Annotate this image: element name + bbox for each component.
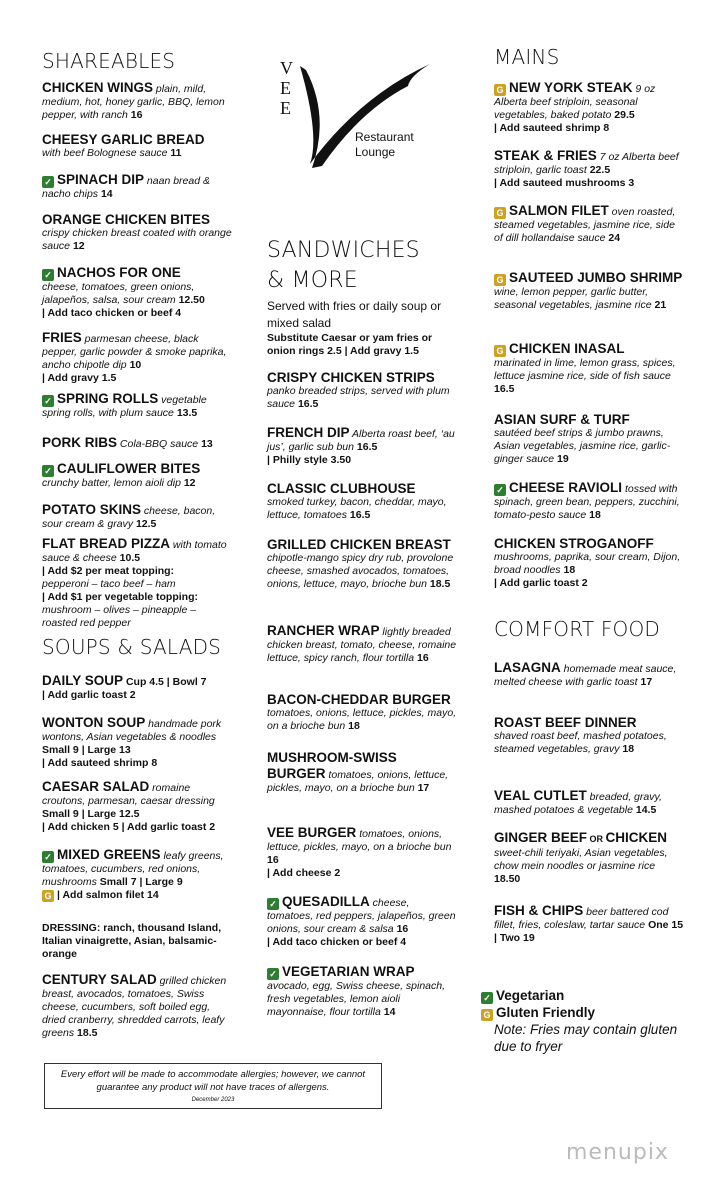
menu-item-spinach-dip: ✓ SPINACH DIP naan bread & nacho chips 14 <box>42 172 210 200</box>
menu-item-nachos: ✓ NACHOS FOR ONE cheese, tomatoes, green onions, jalapeños, salsa, sour cream 12.50 | Add taco chicken or beef 4 <box>42 265 205 319</box>
menu-item-chicken-strips: CRISPY CHICKEN STRIPS panko breaded strips, served with plum sauce 16.5 <box>267 370 450 410</box>
leaf-icon: ✓ <box>42 465 54 477</box>
menu-item-century-salad: CENTURY SALAD grilled chicken breast, avocados, tomatoes, Swiss cheese, cucumbers, soft boiled egg, dried cranberry, shredded carrots, leafy greens 18.5 <box>42 972 227 1039</box>
menu-item-orange-chicken: ORANGE CHICKEN BITES crispy chicken breast coated with orange sauce 12 <box>42 212 232 252</box>
menu-item-veal-cutlet: VEAL CUTLET breaded, gravy, mashed potatoes & vegetable 14.5 <box>494 788 662 816</box>
soups-heading: SOUPS & SALADS <box>42 635 222 659</box>
menu-item-surf-turf: ASIAN SURF & TURF sautéed beef strips & jumbo prawns, Asian vegetables, jasmine rice, garlic-ginger sauce 19 <box>494 412 671 465</box>
menu-item-jumbo-shrimp: G SAUTEED JUMBO SHRIMP wine, lemon pepper, garlic butter, seasonal vegetables, jasmine rice 21 <box>494 270 683 311</box>
legend: ✓ Vegetarian G Gluten Friendly Note: Fries may contain gluten due to fryer <box>481 987 681 1055</box>
menupix-watermark: menupix <box>566 1140 669 1165</box>
dressing-note: DRESSING: ranch, thousand Island, Italian vinaigrette, Asian, balsamic-orange <box>42 922 222 960</box>
menu-item-fries: FRIES parmesan cheese, black pepper, garlic powder & smoke paprika, ancho chipotle dip 10 | Add gravy 1.5 <box>42 330 227 384</box>
logo-subtitle: Restaurant Lounge <box>355 130 414 159</box>
menu-item-rancher-wrap: RANCHER WRAP lightly breaded chicken breast, tomato, cheese, romaine lettuce, spicy ranch, flour tortilla 16 <box>267 623 457 664</box>
shareables-heading: SHAREABLES <box>42 49 176 73</box>
menu-item-fish-chips: FISH & CHIPS beer battered cod fillet, fries, coleslaw, tartar sauce One 15 | Two 19 <box>494 903 684 944</box>
leaf-icon: ✓ <box>481 992 493 1004</box>
menu-item-salmon-filet: G SALMON FILET oven roasted, steamed vegetables, jasmine rice, side of dill hollandaise sauce 24 <box>494 203 676 244</box>
g-icon: G <box>494 84 506 96</box>
menu-item-vegetarian-wrap: ✓ VEGETARIAN WRAP avocado, egg, Swiss cheese, spinach, fresh vegetables, lemon aioli mayonnaise, flour tortilla 14 <box>267 964 446 1018</box>
g-icon: G <box>494 207 506 219</box>
menu-item-grilled-chicken: GRILLED CHICKEN BREAST chipotle-mango spicy dry rub, provolone cheese, smashed avocados, tomatoes, onions, lettuce, mayo, brioche bun 18.5 <box>267 537 454 590</box>
logo-letters: V E E <box>280 58 293 118</box>
leaf-icon: ✓ <box>42 851 54 863</box>
menu-item-ginger-beef: GINGER BEEF OR CHICKEN sweet-chili teriyaki, Asian vegetables, chow mein noodles or jasmine rice 18.50 <box>494 830 668 885</box>
g-icon: G <box>481 1009 493 1021</box>
menu-item-bacon-burger: BACON-CHEDDAR BURGER tomatoes, onions, lettuce, pickles, mayo, on a brioche bun 18 <box>267 692 457 732</box>
mains-heading: MAINS <box>494 45 560 69</box>
sandwiches-intro: Served with fries or daily soup or mixed salad <box>267 299 442 330</box>
menu-item-quesadilla: ✓ QUESADILLA cheese, tomatoes, red peppers, jalapeños, green onions, sour cream & salsa 16 | Add taco chicken or beef 4 <box>267 894 456 948</box>
menu-item-lasagna: LASAGNA homemade meat sauce, melted cheese with garlic toast 17 <box>494 660 677 688</box>
menu-item-garlic-bread: CHEESY GARLIC BREAD with beef Bolognese sauce 11 <box>42 132 205 159</box>
menu-item-wonton-soup: WONTON SOUP handmade pork wontons, Asian vegetables & noodles Small 9 | Large 13 | Add sauteed shrimp 8 <box>42 715 222 769</box>
menu-item-spring-rolls: ✓ SPRING ROLLS vegetable spring rolls, with plum sauce 13.5 <box>42 391 207 419</box>
menu-item-vee-burger: VEE BURGER tomatoes, onions, lettuce, pickles, mayo, on a brioche bun 16 | Add cheese 2 <box>267 825 452 879</box>
leaf-icon: ✓ <box>42 176 54 188</box>
menu-item-steak-fries: STEAK & FRIES 7 oz Alberta beef striploin, garlic toast 22.5 | Add sauteed mushrooms 3 <box>494 148 679 189</box>
allergy-notice: Every effort will be made to accommodate allergies; however, we cannot guarantee any product will not have traces of allergens. December 2023 <box>44 1063 382 1109</box>
menu-item-pork-ribs: PORK RIBS Cola-BBQ sauce 13 <box>42 435 213 450</box>
menu-item-chicken-inasal: G CHICKEN INASAL marinated in lime, lemon grass, spices, lettuce jasmine rice, side of fish sauce 16.5 <box>494 341 676 395</box>
menu-item-roast-beef: ROAST BEEF DINNER shaved roast beef, mashed potatoes, steamed vegetables, gravy 18 <box>494 715 667 755</box>
leaf-icon: ✓ <box>267 968 279 980</box>
menu-item-french-dip: FRENCH DIP Alberta roast beef, ‘au jus’, garlic sub bun 16.5 | Philly style 3.50 <box>267 425 455 466</box>
menu-item-mushroom-burger: MUSHROOM-SWISS BURGER tomatoes, onions, lettuce, pickles, mayo, on a brioche bun 17 <box>267 750 449 794</box>
sandwiches-heading: SANDWICHES & MORE <box>267 238 420 293</box>
g-icon: G <box>42 890 54 902</box>
menu-item-mixed-greens: ✓ MIXED GREENS leafy greens, tomatoes, cucumbers, red onions, mushrooms Small 7 | Large 9 G | Add salmon filet 14 <box>42 847 224 901</box>
menu-item-chicken-stroganoff: CHICKEN STROGANOFF mushrooms, paprika, sour cream, Dijon, broad noodles 18 | Add garlic toast 2 <box>494 536 681 589</box>
sandwiches-substitute: Substitute Caesar or yam fries or onion rings 2.5 | Add gravy 1.5 <box>267 332 433 357</box>
leaf-icon: ✓ <box>494 484 506 496</box>
menu-item-chicken-wings: CHICKEN WINGS plain, mild, medium, hot, honey garlic, BBQ, lemon pepper, with ranch 16 <box>42 80 225 121</box>
comfort-heading: COMFORT FOOD <box>494 617 661 641</box>
menu-item-clubhouse: CLASSIC CLUBHOUSE smoked turkey, bacon, cheddar, mayo, lettuce, tomatoes 16.5 <box>267 481 447 521</box>
g-icon: G <box>494 345 506 357</box>
menu-item-flat-bread-pizza: FLAT BREAD PIZZA with tomato sauce & cheese 10.5 | Add $2 per meat topping: pepperoni – taco beef – ham | Add $1 per vegetable topping: mushroom – olives – pineapple – roasted red pepper <box>42 536 227 629</box>
menu-item-cauliflower-bites: ✓ CAULIFLOWER BITES crunchy batter, lemon aioli dip 12 <box>42 461 201 489</box>
menu-item-cheese-ravioli: ✓ CHEESE RAVIOLI tossed with spinach, green bean, peppers, zucchini, tomato-pesto sauce 18 <box>494 480 680 521</box>
g-icon: G <box>494 274 506 286</box>
menu-item-new-york-steak: G NEW YORK STEAK 9 oz Alberta beef striploin, seasonal vegetables, baked potato 29.5 | Add sauteed shrimp 8 <box>494 80 656 134</box>
menu-item-daily-soup: DAILY SOUP Cup 4.5 | Bowl 7 | Add garlic toast 2 <box>42 673 207 701</box>
leaf-icon: ✓ <box>42 269 54 281</box>
menu-item-potato-skins: POTATO SKINS cheese, bacon, sour cream & gravy 12.5 <box>42 502 216 530</box>
leaf-icon: ✓ <box>267 898 279 910</box>
leaf-icon: ✓ <box>42 395 54 407</box>
menu-item-caesar-salad: CAESAR SALAD romaine croutons, parmesan, caesar dressing Small 9 | Large 12.5 | Add chicken 5 | Add garlic toast 2 <box>42 779 216 833</box>
